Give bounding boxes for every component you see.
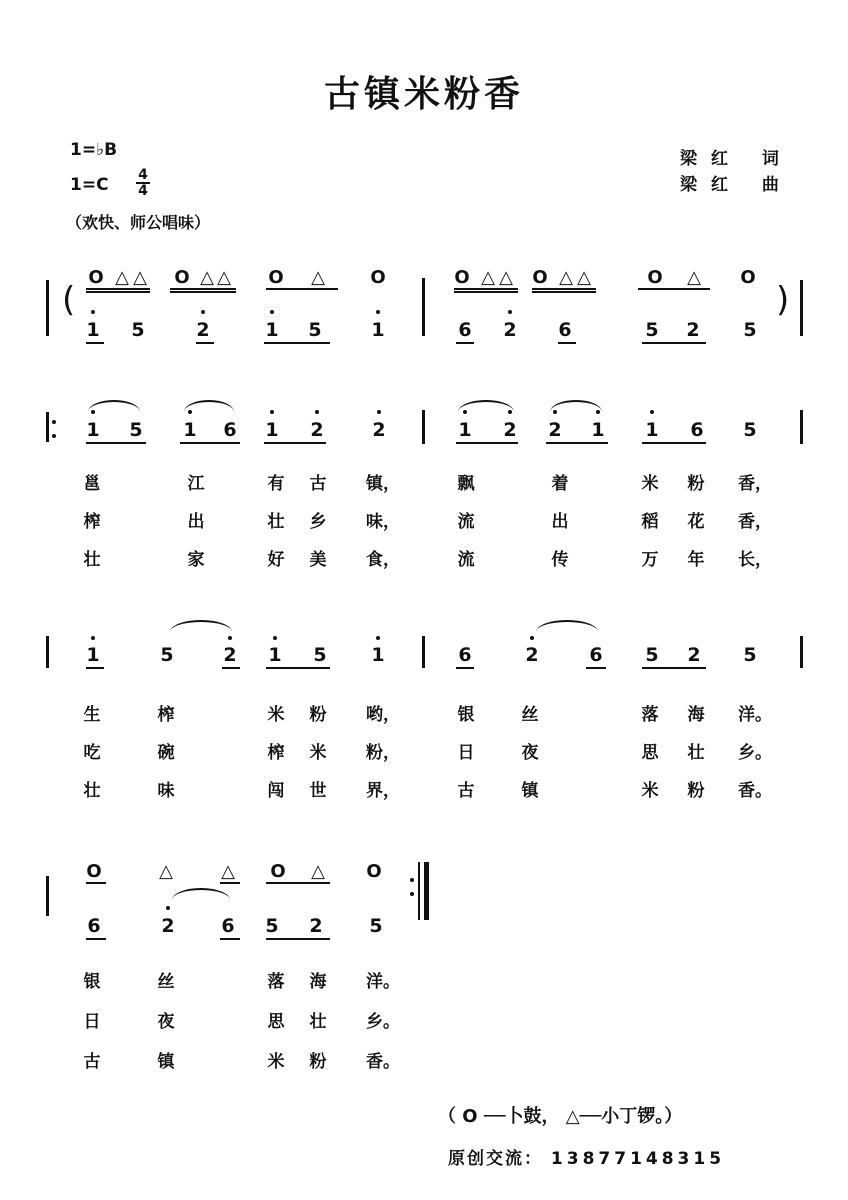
gong-symbol: △ <box>499 267 513 288</box>
lyric-char: 古 <box>83 1052 101 1072</box>
duration-underline <box>86 938 106 940</box>
octave-dot <box>166 906 170 910</box>
gong-symbol: △ <box>577 267 591 288</box>
tie-arc <box>170 620 232 632</box>
repeat-dot <box>52 434 56 438</box>
duration-underline <box>558 342 576 344</box>
lyric-char: 好 <box>267 550 285 570</box>
duration-underline <box>86 291 150 293</box>
octave-dot <box>508 310 512 314</box>
lyric-char: 花 <box>687 512 705 532</box>
duration-underline <box>532 291 596 293</box>
lyric-char: 海 <box>687 705 705 725</box>
lyric-char: 出 <box>187 512 205 532</box>
octave-dot <box>650 410 654 414</box>
lyric-char: 江 <box>187 474 205 494</box>
octave-dot <box>91 310 95 314</box>
note-number: 6 <box>690 419 704 441</box>
lyric-char: 榨 <box>83 512 101 532</box>
octave-dot <box>376 310 380 314</box>
lyric-char: 粉， <box>366 743 400 763</box>
lyric-char: 落 <box>267 972 285 992</box>
duration-underline <box>266 938 330 940</box>
lyric-char: 镇 <box>521 781 539 801</box>
drum-symbol: O <box>268 267 284 288</box>
lyric-char: 味， <box>366 512 400 532</box>
gong-symbol: △ <box>559 267 573 288</box>
duration-underline <box>220 882 240 884</box>
bar-line <box>46 876 49 916</box>
gong-symbol: △ <box>687 267 701 288</box>
note-number: 6 <box>458 644 472 666</box>
drum-symbol: O <box>370 267 386 288</box>
note-number: 5 <box>160 644 174 666</box>
composer-credit: 梁红 曲 <box>680 175 793 195</box>
lyric-char: 乡。 <box>366 1012 400 1032</box>
tie-arc <box>172 888 230 900</box>
gong-symbol: △ <box>200 267 214 288</box>
note-number: 1 <box>645 419 659 441</box>
contact-separator: ： <box>524 1149 543 1169</box>
bar-line <box>422 410 425 444</box>
duration-underline <box>642 342 706 344</box>
time-signature-denominator: 4 <box>136 182 150 198</box>
duration-underline <box>86 882 106 884</box>
lyric-char: 米 <box>267 705 285 725</box>
duration-underline <box>642 442 706 444</box>
bar-line <box>418 862 420 920</box>
note-number: 1 <box>371 319 385 341</box>
lyric-char: 粉 <box>687 781 705 801</box>
key-signature-b-flat: 1=♭B <box>70 140 118 160</box>
note-number: 2 <box>161 915 175 937</box>
octave-dot <box>270 410 274 414</box>
note-number: 2 <box>196 319 210 341</box>
lyric-char: 榨 <box>157 705 175 725</box>
note-number: 1 <box>183 419 197 441</box>
lyric-char: 邕 <box>83 474 101 494</box>
tie-arc <box>184 400 234 412</box>
note-number: 1 <box>265 319 279 341</box>
note-number: 2 <box>223 644 237 666</box>
drum-symbol: O <box>270 861 286 882</box>
octave-dot <box>376 636 380 640</box>
repeat-paren-close: ) <box>776 280 790 320</box>
note-number: 6 <box>558 319 572 341</box>
gong-symbol: △ <box>115 267 129 288</box>
drum-symbol: O <box>174 267 190 288</box>
duration-underline <box>456 667 474 669</box>
lyric-char: 思 <box>267 1012 285 1032</box>
note-number: 5 <box>743 644 757 666</box>
lyric-char: 洋。 <box>366 972 400 992</box>
drum-symbol: O <box>740 267 756 288</box>
repeat-dot <box>410 892 414 896</box>
lyric-char: 镇， <box>366 474 400 494</box>
lyric-char: 万 <box>641 550 659 570</box>
duration-underline <box>170 288 236 290</box>
bar-line <box>46 280 49 336</box>
note-number: 2 <box>372 419 386 441</box>
lyric-char: 古 <box>457 781 475 801</box>
lyric-char: 碗 <box>157 743 175 763</box>
lyric-char: 银 <box>83 972 101 992</box>
note-number: 1 <box>86 319 100 341</box>
duration-underline <box>586 667 606 669</box>
gong-symbol: △ <box>159 861 173 882</box>
lyric-char: 出 <box>551 512 569 532</box>
duration-underline <box>196 342 214 344</box>
octave-dot <box>91 636 95 640</box>
lyric-char: 界， <box>366 781 400 801</box>
tempo-marking: （欢快、师公唱味） <box>66 213 211 232</box>
lyric-char: 思 <box>641 743 659 763</box>
note-number: 2 <box>525 644 539 666</box>
duration-underline <box>86 288 150 290</box>
octave-dot <box>377 410 381 414</box>
lyric-char: 家 <box>187 550 205 570</box>
lyricist-credit: 梁红 词 <box>680 149 793 169</box>
lyric-char: 镇 <box>157 1052 175 1072</box>
bar-line <box>422 636 425 668</box>
lyric-char: 壮 <box>267 512 285 532</box>
note-number: 5 <box>743 419 757 441</box>
duration-underline <box>180 442 240 444</box>
lyric-char: 米 <box>309 743 327 763</box>
gong-symbol: △ <box>311 267 325 288</box>
lyric-char: 米 <box>641 474 659 494</box>
lyric-char: 稻 <box>641 512 659 532</box>
bar-line <box>46 412 49 442</box>
drum-symbol: O <box>86 861 102 882</box>
lyric-char: 闯 <box>267 781 285 801</box>
duration-underline <box>266 667 330 669</box>
bar-line <box>422 278 425 336</box>
duration-underline <box>170 291 236 293</box>
note-number: 5 <box>743 319 757 341</box>
lyric-char: 日 <box>457 743 475 763</box>
lyric-char: 乡 <box>309 512 327 532</box>
lyric-char: 米 <box>267 1052 285 1072</box>
gong-symbol: △ <box>221 861 235 882</box>
note-number: 1 <box>458 419 472 441</box>
tie-arc <box>458 400 514 412</box>
lyric-char: 长， <box>738 550 772 570</box>
note-number: 1 <box>591 419 605 441</box>
lyric-char: 古 <box>309 474 327 494</box>
duration-underline <box>86 342 104 344</box>
note-number: 5 <box>265 915 279 937</box>
note-number: 6 <box>589 644 603 666</box>
lyric-char: 世 <box>309 781 327 801</box>
lyric-char: 味 <box>157 781 175 801</box>
bar-line <box>800 410 803 444</box>
tie-arc <box>550 400 602 412</box>
drum-symbol: O <box>532 267 548 288</box>
note-number: 1 <box>265 419 279 441</box>
note-number: 2 <box>309 915 323 937</box>
lyric-char: 食， <box>366 550 400 570</box>
lyric-char: 传 <box>551 550 569 570</box>
duration-underline <box>222 667 240 669</box>
duration-underline <box>456 442 518 444</box>
note-number: 1 <box>86 419 100 441</box>
lyric-char: 香， <box>738 512 772 532</box>
octave-dot <box>228 636 232 640</box>
percussion-legend: （ O ──卜鼓， △──小丁锣。） <box>438 1106 683 1127</box>
note-number: 6 <box>458 319 472 341</box>
note-number: 2 <box>310 419 324 441</box>
duration-underline <box>264 442 326 444</box>
note-number: 5 <box>369 915 383 937</box>
lyric-char: 有 <box>267 474 285 494</box>
tie-arc <box>88 400 140 412</box>
drum-symbol: O <box>647 267 663 288</box>
duration-underline <box>532 288 596 290</box>
lyric-char: 粉 <box>309 1052 327 1072</box>
drum-symbol: O <box>366 861 382 882</box>
lyric-char: 香， <box>738 474 772 494</box>
lyric-char: 壮 <box>83 550 101 570</box>
duration-underline <box>86 442 146 444</box>
note-number: 1 <box>371 644 385 666</box>
repeat-dot <box>410 878 414 882</box>
lyric-char: 落 <box>641 705 659 725</box>
duration-underline <box>454 288 518 290</box>
lyric-char: 榨 <box>267 743 285 763</box>
octave-dot <box>273 636 277 640</box>
note-number: 6 <box>221 915 235 937</box>
lyric-char: 夜 <box>157 1012 175 1032</box>
lyric-char: 日 <box>83 1012 101 1032</box>
lyric-char: 粉 <box>309 705 327 725</box>
lyric-char: 壮 <box>309 1012 327 1032</box>
time-signature <box>136 168 150 198</box>
contact-info <box>448 1144 725 1169</box>
lyric-char: 流 <box>457 550 475 570</box>
duration-underline <box>642 667 706 669</box>
contact-phone: 13877148315 <box>550 1149 726 1169</box>
duration-underline <box>454 291 518 293</box>
octave-dot <box>530 636 534 640</box>
note-number: 5 <box>645 319 659 341</box>
duration-underline <box>456 342 474 344</box>
lyric-char: 洋。 <box>738 705 772 725</box>
lyric-char: 壮 <box>687 743 705 763</box>
lyric-char: 香。 <box>366 1052 400 1072</box>
duration-underline <box>266 882 330 884</box>
time-signature-numerator: 4 <box>138 167 148 183</box>
note-number: 1 <box>268 644 282 666</box>
gong-symbol: △ <box>217 267 231 288</box>
note-number: 5 <box>313 644 327 666</box>
lyric-char: 粉 <box>687 474 705 494</box>
octave-dot <box>270 310 274 314</box>
key-signature-c: 1=C <box>70 175 109 195</box>
note-number: 2 <box>686 319 700 341</box>
note-number: 2 <box>503 419 517 441</box>
duration-underline <box>264 342 330 344</box>
lyric-char: 夜 <box>521 743 539 763</box>
note-number: 5 <box>308 319 322 341</box>
drum-symbol: O <box>454 267 470 288</box>
page-title: 古镇米粉香 <box>323 74 524 115</box>
lyric-char: 壮 <box>83 781 101 801</box>
note-number: 5 <box>131 319 145 341</box>
note-number: 2 <box>503 319 517 341</box>
duration-underline <box>638 288 710 290</box>
lyric-char: 吃 <box>83 743 101 763</box>
lyric-char: 哟， <box>366 705 400 725</box>
lyric-char: 海 <box>309 972 327 992</box>
gong-symbol: △ <box>311 861 325 882</box>
lyric-char: 乡。 <box>738 743 772 763</box>
contact-label: 原创交流 <box>448 1149 524 1169</box>
note-number: 1 <box>86 644 100 666</box>
bar-line <box>800 636 803 668</box>
note-number: 5 <box>645 644 659 666</box>
gong-symbol: △ <box>481 267 495 288</box>
duration-underline <box>266 288 338 290</box>
lyric-char: 飘 <box>457 474 475 494</box>
bar-line <box>46 636 49 668</box>
lyric-char: 丝 <box>157 972 175 992</box>
lyric-char: 流 <box>457 512 475 532</box>
note-number: 5 <box>129 419 143 441</box>
repeat-dot <box>52 420 56 424</box>
tie-arc <box>536 620 598 632</box>
drum-symbol: O <box>88 267 104 288</box>
repeat-paren-open: ( <box>62 280 76 320</box>
lyric-char: 丝 <box>521 705 539 725</box>
lyric-char: 年 <box>687 550 705 570</box>
note-number: 2 <box>548 419 562 441</box>
duration-underline <box>546 442 608 444</box>
duration-underline <box>220 938 240 940</box>
gong-symbol: △ <box>133 267 147 288</box>
lyric-char: 美 <box>309 550 327 570</box>
bar-line <box>800 280 803 336</box>
lyric-char: 米 <box>641 781 659 801</box>
octave-dot <box>201 310 205 314</box>
lyric-char: 着 <box>551 474 569 494</box>
lyric-char: 香。 <box>738 781 772 801</box>
lyric-char: 银 <box>457 705 475 725</box>
note-number: 6 <box>223 419 237 441</box>
bar-line <box>424 862 429 920</box>
note-number: 2 <box>687 644 701 666</box>
note-number: 6 <box>87 915 101 937</box>
octave-dot <box>315 410 319 414</box>
duration-underline <box>86 667 104 669</box>
lyric-char: 生 <box>83 705 101 725</box>
